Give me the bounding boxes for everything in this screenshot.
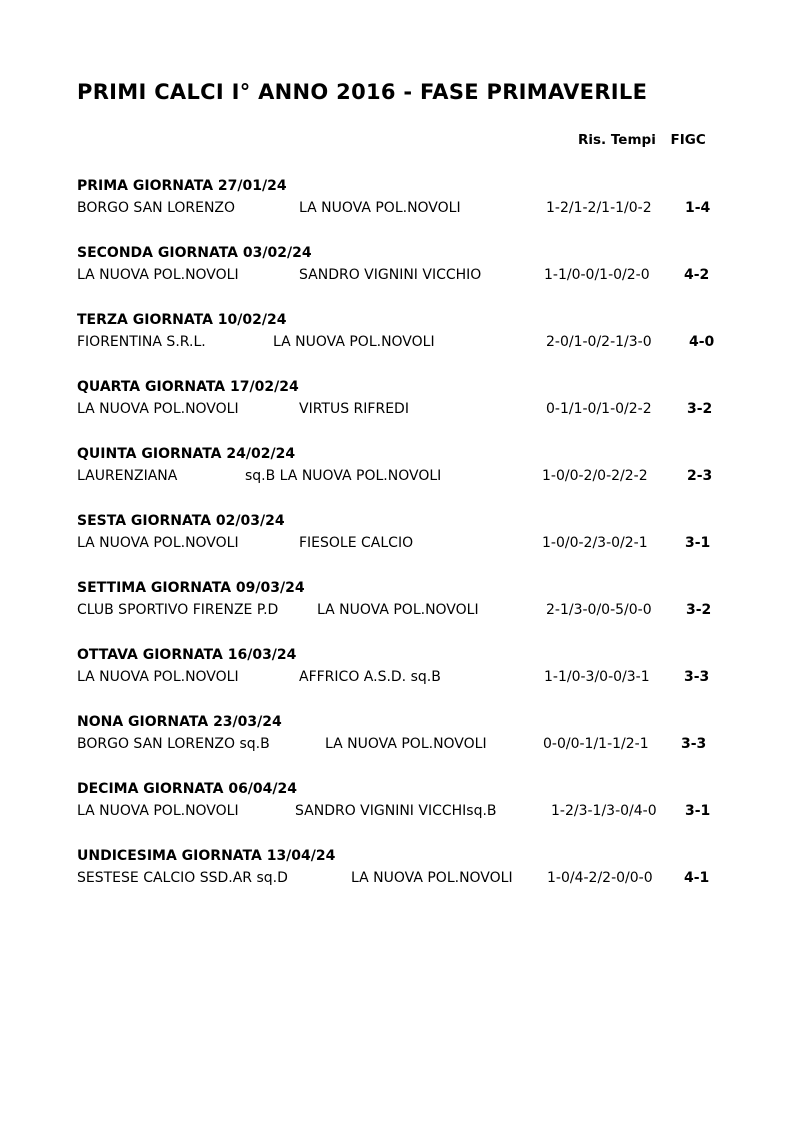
figc-result: 3-3 [681,736,707,752]
figc-result: 4-2 [684,267,710,283]
home-team: LA NUOVA POL.NOVOLI [77,535,239,551]
column-headers [578,132,706,148]
round-title: SESTA GIORNATA 02/03/24 [77,513,285,529]
home-team: LAURENZIANA [77,468,178,484]
home-team: FIORENTINA S.R.L. [77,334,206,350]
round-7 [0,580,795,630]
round-title: OTTAVA GIORNATA 16/03/24 [77,647,297,663]
home-team: LA NUOVA POL.NOVOLI [77,669,239,685]
round-title: UNDICESIMA GIORNATA 13/04/24 [77,848,336,864]
figc-header: FIGC [670,132,706,148]
period-results: 1-1/0-3/0-0/3-1 [544,669,650,685]
period-results: 1-2/3-1/3-0/4-0 [551,803,657,819]
figc-result: 3-3 [684,669,710,685]
period-results: 2-0/1-0/2-1/3-0 [546,334,652,350]
figc-result: 1-4 [685,200,711,216]
period-results: 1-1/0-0/1-0/2-0 [544,267,650,283]
away-team: SANDRO VIGNINI VICCHIsq.B [295,803,497,819]
home-team: LA NUOVA POL.NOVOLI [77,803,239,819]
period-results: 1-2/1-2/1-1/0-2 [546,200,652,216]
period-results: 1-0/0-2/3-0/2-1 [542,535,648,551]
round-title: QUARTA GIORNATA 17/02/24 [77,379,299,395]
round-6 [0,513,795,563]
away-team: VIRTUS RIFREDI [299,401,409,417]
home-team: LA NUOVA POL.NOVOLI [77,267,239,283]
ris-tempi-header: Ris. Tempi [578,132,656,148]
round-5 [0,446,795,496]
period-results: 1-0/4-2/2-0/0-0 [547,870,653,886]
round-1 [0,178,795,228]
figc-result: 4-0 [689,334,715,350]
match-row [0,736,795,756]
match-row [0,535,795,555]
match-row [0,200,795,220]
match-row [0,267,795,287]
round-4 [0,379,795,429]
match-row [0,870,795,890]
round-3 [0,312,795,362]
match-row [0,334,795,354]
away-team: FIESOLE CALCIO [299,535,414,551]
round-2 [0,245,795,295]
figc-result: 2-3 [687,468,713,484]
match-row [0,602,795,622]
round-title: TERZA GIORNATA 10/02/24 [77,312,287,328]
figc-result: 3-1 [685,803,711,819]
round-title: QUINTA GIORNATA 24/02/24 [77,446,296,462]
match-row [0,401,795,421]
away-team: LA NUOVA POL.NOVOLI [351,870,513,886]
figc-result: 3-2 [686,602,712,618]
round-11 [0,848,795,898]
figc-result: 3-1 [685,535,711,551]
round-title: DECIMA GIORNATA 06/04/24 [77,781,298,797]
match-row [0,468,795,488]
figc-result: 4-1 [684,870,710,886]
away-team: AFFRICO A.S.D. sq.B [299,669,441,685]
home-team: BORGO SAN LORENZO [77,200,236,216]
match-row [0,669,795,689]
round-10 [0,781,795,831]
home-team: SESTESE CALCIO SSD.AR sq.D [77,870,288,886]
round-8 [0,647,795,697]
round-title: SECONDA GIORNATA 03/02/24 [77,245,312,261]
away-team: LA NUOVA POL.NOVOLI [299,200,461,216]
period-results: 0-1/1-0/1-0/2-2 [546,401,652,417]
period-results: 2-1/3-0/0-5/0-0 [546,602,652,618]
away-team: SANDRO VIGNINI VICCHIO [299,267,482,283]
away-team: LA NUOVA POL.NOVOLI [317,602,479,618]
home-team: BORGO SAN LORENZO sq.B [77,736,270,752]
figc-result: 3-2 [687,401,713,417]
round-title: NONA GIORNATA 23/03/24 [77,714,282,730]
away-team: LA NUOVA POL.NOVOLI [273,334,435,350]
round-title: PRIMA GIORNATA 27/01/24 [77,178,287,194]
period-results: 1-0/0-2/0-2/2-2 [542,468,648,484]
home-team: LA NUOVA POL.NOVOLI [77,401,239,417]
away-team: sq.B LA NUOVA POL.NOVOLI [245,468,442,484]
round-9 [0,714,795,764]
round-title: SETTIMA GIORNATA 09/03/24 [77,580,305,596]
page-title: PRIMI CALCI I° ANNO 2016 - FASE PRIMAVERILE [77,80,648,104]
away-team: LA NUOVA POL.NOVOLI [325,736,487,752]
home-team: CLUB SPORTIVO FIRENZE P.D [77,602,279,618]
match-row [0,803,795,823]
period-results: 0-0/0-1/1-1/2-1 [543,736,649,752]
